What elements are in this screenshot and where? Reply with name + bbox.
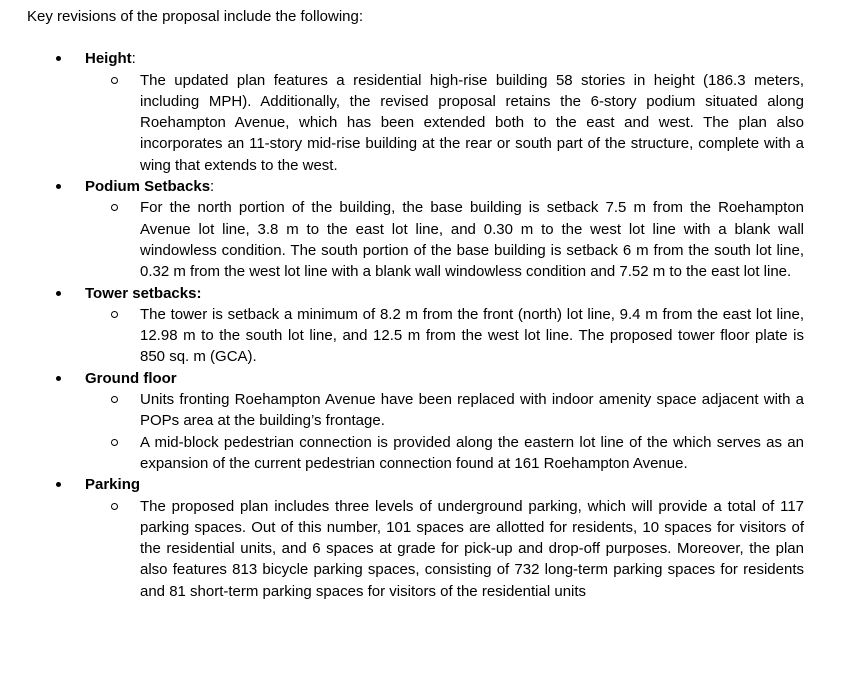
list-item	[0, 197, 842, 282]
bullet-icon	[56, 482, 61, 487]
section-heading-row	[0, 176, 842, 197]
section-heading-row	[0, 474, 842, 495]
revision-list	[0, 48, 842, 602]
section-parking	[0, 474, 842, 602]
circle-bullet-icon	[111, 439, 118, 446]
list-item	[0, 432, 842, 475]
section-heading: Height	[85, 50, 132, 68]
circle-bullet-icon	[111, 77, 118, 84]
section-heading: Podium Setbacks	[85, 178, 211, 196]
list-item-text: The updated plan features a residential high-rise building 58 stories in height (186.3 meters, including MPH). Additionally, the revised proposal retains the 6-story podium situated along Roehampton Avenue, which has been extended both to the east and west. The plan also incorporates an 11-story mid-rise building at the rear or south part of the structure, complete with a wing that extends to the west.	[140, 71, 804, 174]
list-item-text: The tower is setback a minimum of 8.2 m from the front (north) lot line, 9.4 m from the east lot line, 12.98 m to the south lot line, and 12.5 m from the west lot line. The proposed tower floor plate is 850 sq. m (GCA).	[140, 305, 804, 366]
section-heading-row	[0, 368, 842, 389]
circle-bullet-icon	[111, 396, 118, 403]
list-item	[0, 389, 842, 432]
section-heading: Tower setbacks:	[85, 284, 202, 302]
circle-bullet-icon	[111, 311, 118, 318]
bullet-icon	[56, 376, 61, 381]
section-heading: Ground floor	[85, 369, 177, 387]
section-tower-setbacks	[0, 283, 842, 368]
circle-bullet-icon	[111, 204, 118, 211]
list-item-text: A mid-block pedestrian connection is provided along the eastern lot line of the which serves as an expansion of the current pedestrian connection found at 161 Roehampton Avenue.	[140, 433, 804, 472]
list-item-text: Units fronting Roehampton Avenue have been replaced with indoor amenity space adjacent with a POPs area at the building’s frontage.	[140, 391, 804, 430]
bullet-icon	[56, 184, 61, 189]
section-ground-floor	[0, 368, 842, 474]
list-item	[0, 70, 842, 176]
section-heading: Parking	[85, 476, 141, 494]
list-item-text: The proposed plan includes three levels of underground parking, which will provide a total of 117 parking spaces. Out of this number, 101 spaces are allotted for residents, 10 spaces for visitors of the residential units, and 6 spaces at grade for pick-up and drop-off purposes. Moreover, the plan also features 813 bicycle parking spaces, consisting of 732 long-term parking spaces for residents and 81 short-term parking spaces for visitors of the residential units	[140, 497, 804, 600]
list-item-text: For the north portion of the building, the base building is setback 7.5 m from the Roehampton Avenue lot line, 3.8 m to the east lot line, and 0.30 m to the west lot line with a blank wall windowless condition. The south portion of the base building is setback 6 m from the south lot line, 0.32 m from the west lot line with a blank wall windowless condition and 7.52 m to the east lot line.	[140, 199, 804, 281]
list-item	[0, 496, 842, 602]
list-item	[0, 304, 842, 368]
section-podium-setbacks	[0, 176, 842, 282]
section-heading-suffix: :	[131, 50, 136, 68]
section-heading-suffix: :	[210, 178, 215, 196]
section-heading-row	[0, 283, 842, 304]
bullet-icon	[56, 291, 61, 296]
bullet-icon	[56, 56, 61, 61]
section-heading-row	[0, 48, 842, 69]
intro-paragraph: Key revisions of the proposal include the following:	[27, 8, 364, 25]
section-height	[0, 48, 842, 176]
circle-bullet-icon	[111, 503, 118, 510]
